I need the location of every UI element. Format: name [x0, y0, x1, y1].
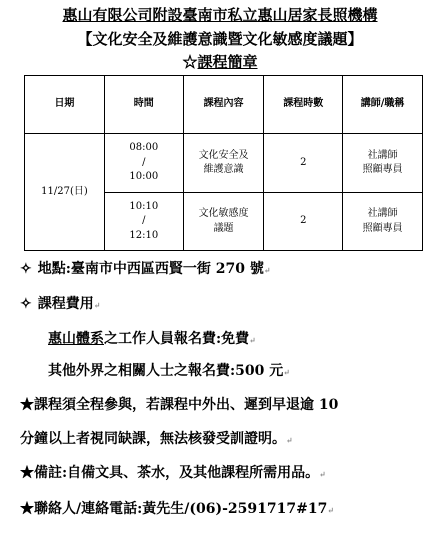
header-content: 課程內容 [183, 76, 264, 134]
other-fee-text: 其他外界之相關人士之報名費:500 元 [48, 363, 284, 379]
black-star-icon: ★ [20, 397, 34, 413]
paragraph-mark-icon: ↵ [249, 335, 256, 345]
contact-line [20, 498, 334, 518]
header-hours: 課程時數 [264, 76, 343, 134]
time-cell: 10:10 / 12:10 [104, 193, 183, 251]
org-name-part3: 市私立惠山居家長照機構 [212, 6, 378, 24]
diamond-bullet-icon: ✧ [20, 296, 32, 312]
paragraph-mark-icon: ↵ [319, 469, 326, 479]
header-date: 日期 [25, 76, 105, 134]
contact-text: 聯絡人/連絡電話:黃先生/(06)-2591717#17 [34, 501, 328, 517]
staff-fee-group: 惠山體系 [48, 331, 104, 347]
date-cell: 11/27(日) [25, 134, 105, 251]
brief-heading [0, 51, 440, 72]
note-line [20, 462, 326, 482]
staff-fee-text: 之工作人員報名費:免費 [104, 331, 250, 347]
staff-fee-line [48, 328, 256, 348]
time-cell: 08:00 / 10:00 [104, 134, 183, 193]
paragraph-mark-icon: ↵ [283, 367, 290, 377]
rule-text-1: 課程須全程參與，若課程中外出、遲到早退逾 10 [34, 397, 339, 413]
location-line [20, 258, 271, 278]
star-outline-icon: ☆ [182, 53, 198, 71]
header-time: 時間 [104, 76, 183, 134]
other-fee-line [48, 360, 290, 380]
black-star-icon: ★ [20, 501, 34, 517]
brief-title: 課程簡章 [197, 53, 258, 71]
fee-title-line [20, 293, 100, 313]
lecturer-cell: 社講師 照顧專員 [343, 134, 423, 193]
rule-line-1 [20, 394, 338, 414]
course-subtitle: 【文化安全及維護意識暨文化敏感度議題】 [77, 30, 363, 48]
org-name-part2: 臺南 [182, 6, 213, 24]
org-name-part1: 惠山有限公司附設 [62, 6, 183, 24]
table-row [25, 134, 423, 193]
diamond-bullet-icon: ✧ [20, 261, 32, 277]
fee-title: 課程費用 [37, 296, 94, 312]
paragraph-mark-icon: ↵ [327, 505, 335, 515]
hours-cell: 2 [264, 193, 343, 251]
hours-cell: 2 [264, 134, 343, 193]
rule-line-2 [20, 428, 293, 448]
note-text: 備註:自備文具、茶水，及其他課程所需用品。 [34, 465, 320, 481]
paragraph-mark-icon: ↵ [93, 300, 101, 310]
black-star-icon: ★ [20, 465, 34, 481]
schedule-table [24, 75, 423, 251]
location-text: 地點:臺南市中西區西賢一街 270 號 [37, 261, 264, 277]
header-lecturer: 講師/職稱 [343, 76, 423, 134]
lecturer-cell: 社講師 照顧專員 [343, 193, 423, 251]
table-header-row [25, 76, 423, 134]
content-cell: 文化敏感度 議題 [183, 193, 264, 251]
organization-title [0, 4, 440, 25]
paragraph-mark-icon: ↵ [263, 265, 271, 275]
paragraph-mark-icon: ↵ [286, 435, 293, 445]
content-cell: 文化安全及 維護意識 [183, 134, 264, 193]
rule-text-2: 分鐘以上者視同缺課，無法核發受訓證明。 [20, 431, 286, 447]
